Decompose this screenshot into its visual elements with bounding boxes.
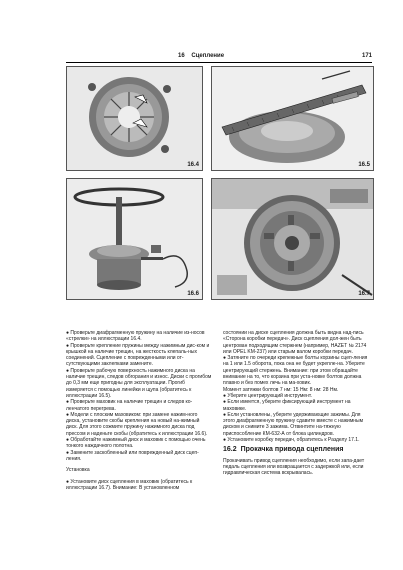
clutch-disc-illustration bbox=[212, 179, 373, 299]
paragraph: ● Уберите центрирующий инструмент. bbox=[223, 393, 372, 399]
press-illustration bbox=[67, 179, 202, 299]
left-text-column bbox=[66, 330, 212, 491]
paragraph: ● Модели с плоским маховиком: при замене нажим-ного диска, установите скобы крепления на новый на-жимный диск. Для этого сожмите пружину нажимного диска под прессом и наденьте скобы (обратитесь к иллюстрации 16.6). bbox=[66, 412, 212, 437]
paragraph: ● Если установлены, уберите удерживающие зажимы. Для этого диафрагменную пружину сдавите вместе с нажимным диском и снимите 3 зажима. Отвинтите на-тяжную приспособление КМ-632-А от блока цилиндров. bbox=[223, 412, 372, 437]
paragraph: ● Проверьте рабочую поверхность нажимного диска на наличие трещин, следов обгорания и износ. Диски с прогибом до 0,3 мм еще пригодны для эксплуатации. Прогиб измеряется с помощью линейки и щупа (обратитесь к иллюстрации 16.5). bbox=[66, 368, 212, 399]
section-number: 16.2 bbox=[223, 446, 237, 454]
page-header bbox=[66, 50, 372, 63]
section-heading bbox=[223, 447, 372, 453]
paragraph: ● Если имеется, уберите фиксирующий инструмент на маховике. bbox=[223, 399, 372, 412]
figure-label: 16.5 bbox=[358, 162, 370, 168]
paragraph: ● Установите диск сцепления в маховик (обратитесь к иллюстрации 16.7). Внимание: В установленном bbox=[66, 479, 212, 492]
install-heading: Установка bbox=[66, 467, 90, 474]
figure-label: 16.4 bbox=[187, 162, 199, 168]
figure-clutch-disc-installed bbox=[211, 178, 374, 300]
chapter-number: 16 bbox=[178, 53, 185, 59]
section-title: Прокачка привода сцепления bbox=[240, 446, 344, 454]
figure-label: 16.6 bbox=[187, 291, 199, 297]
page-number: 171 bbox=[361, 53, 372, 59]
paragraph: ● Проверьте маховик на наличие трещин и следов ко-ленчатого перегрева. bbox=[66, 399, 212, 412]
paragraph: ● Замените заскобленный или поврежденный диск сцеп-ления. bbox=[66, 450, 212, 463]
figure-label: 16.7 bbox=[358, 291, 370, 297]
straightedge-illustration bbox=[212, 67, 373, 170]
paragraph: ● Проверьте диафрагменную пружину на наличие из-носов «стрелки» на иллюстрации 16.4. bbox=[66, 330, 212, 343]
figure-press-assembly bbox=[66, 178, 203, 300]
paragraph: ● Затяните по очереди крепежные болты корзины сцеп-ления на 1 или 1.5 оборота, пока она не будет укрепле-на. Уберите центрирующий стержень. Внимание: при этом обращайте внимание на то, что корзина при уста-новке болтов должна плавно и без помех лечь на ма-ховик. bbox=[223, 355, 372, 386]
paragraph: Прокачивать привод сцепления необходимо, если запа-дает педаль сцепления или возвращается с задержкой или, если гидравлическая система вскрывалась. bbox=[223, 457, 365, 477]
figure-straightedge-check bbox=[211, 66, 374, 171]
chapter-heading bbox=[178, 53, 224, 59]
paragraph: состоянии на диске сцепления должна быть видна над-пись «Сторона коробки передач». Диск сцепления дол-жен быть центрован подходящим стержнем (например, HAZET № 2174 или OPEL KM-237) или старым валом коробки передач. bbox=[223, 330, 367, 355]
paragraph: ● Установите коробку передач, обратитесь к Разделу 17.1. bbox=[223, 437, 372, 443]
right-text-column bbox=[223, 330, 372, 477]
paragraph: ● Обработайте нажимный диск и маховик с помощью очень тонкого наждачного полотна. bbox=[66, 437, 212, 450]
chapter-title: Сцепление bbox=[191, 53, 225, 59]
pressure-plate-illustration bbox=[67, 67, 202, 170]
paragraph: Момент затяжки болтов 7 нм: 15 Нм: 8 нм: 28 Нм. bbox=[223, 386, 339, 393]
figure-clutch-pressure-plate bbox=[66, 66, 203, 171]
paragraph: ● Проверьте крепление пружины между нажимным дис-ком и крышкой на наличие трещин, на жесткость клепаль-ных соединений. Сцепление с поврежденными или от-сутствующими заклепками замените. bbox=[66, 343, 212, 368]
